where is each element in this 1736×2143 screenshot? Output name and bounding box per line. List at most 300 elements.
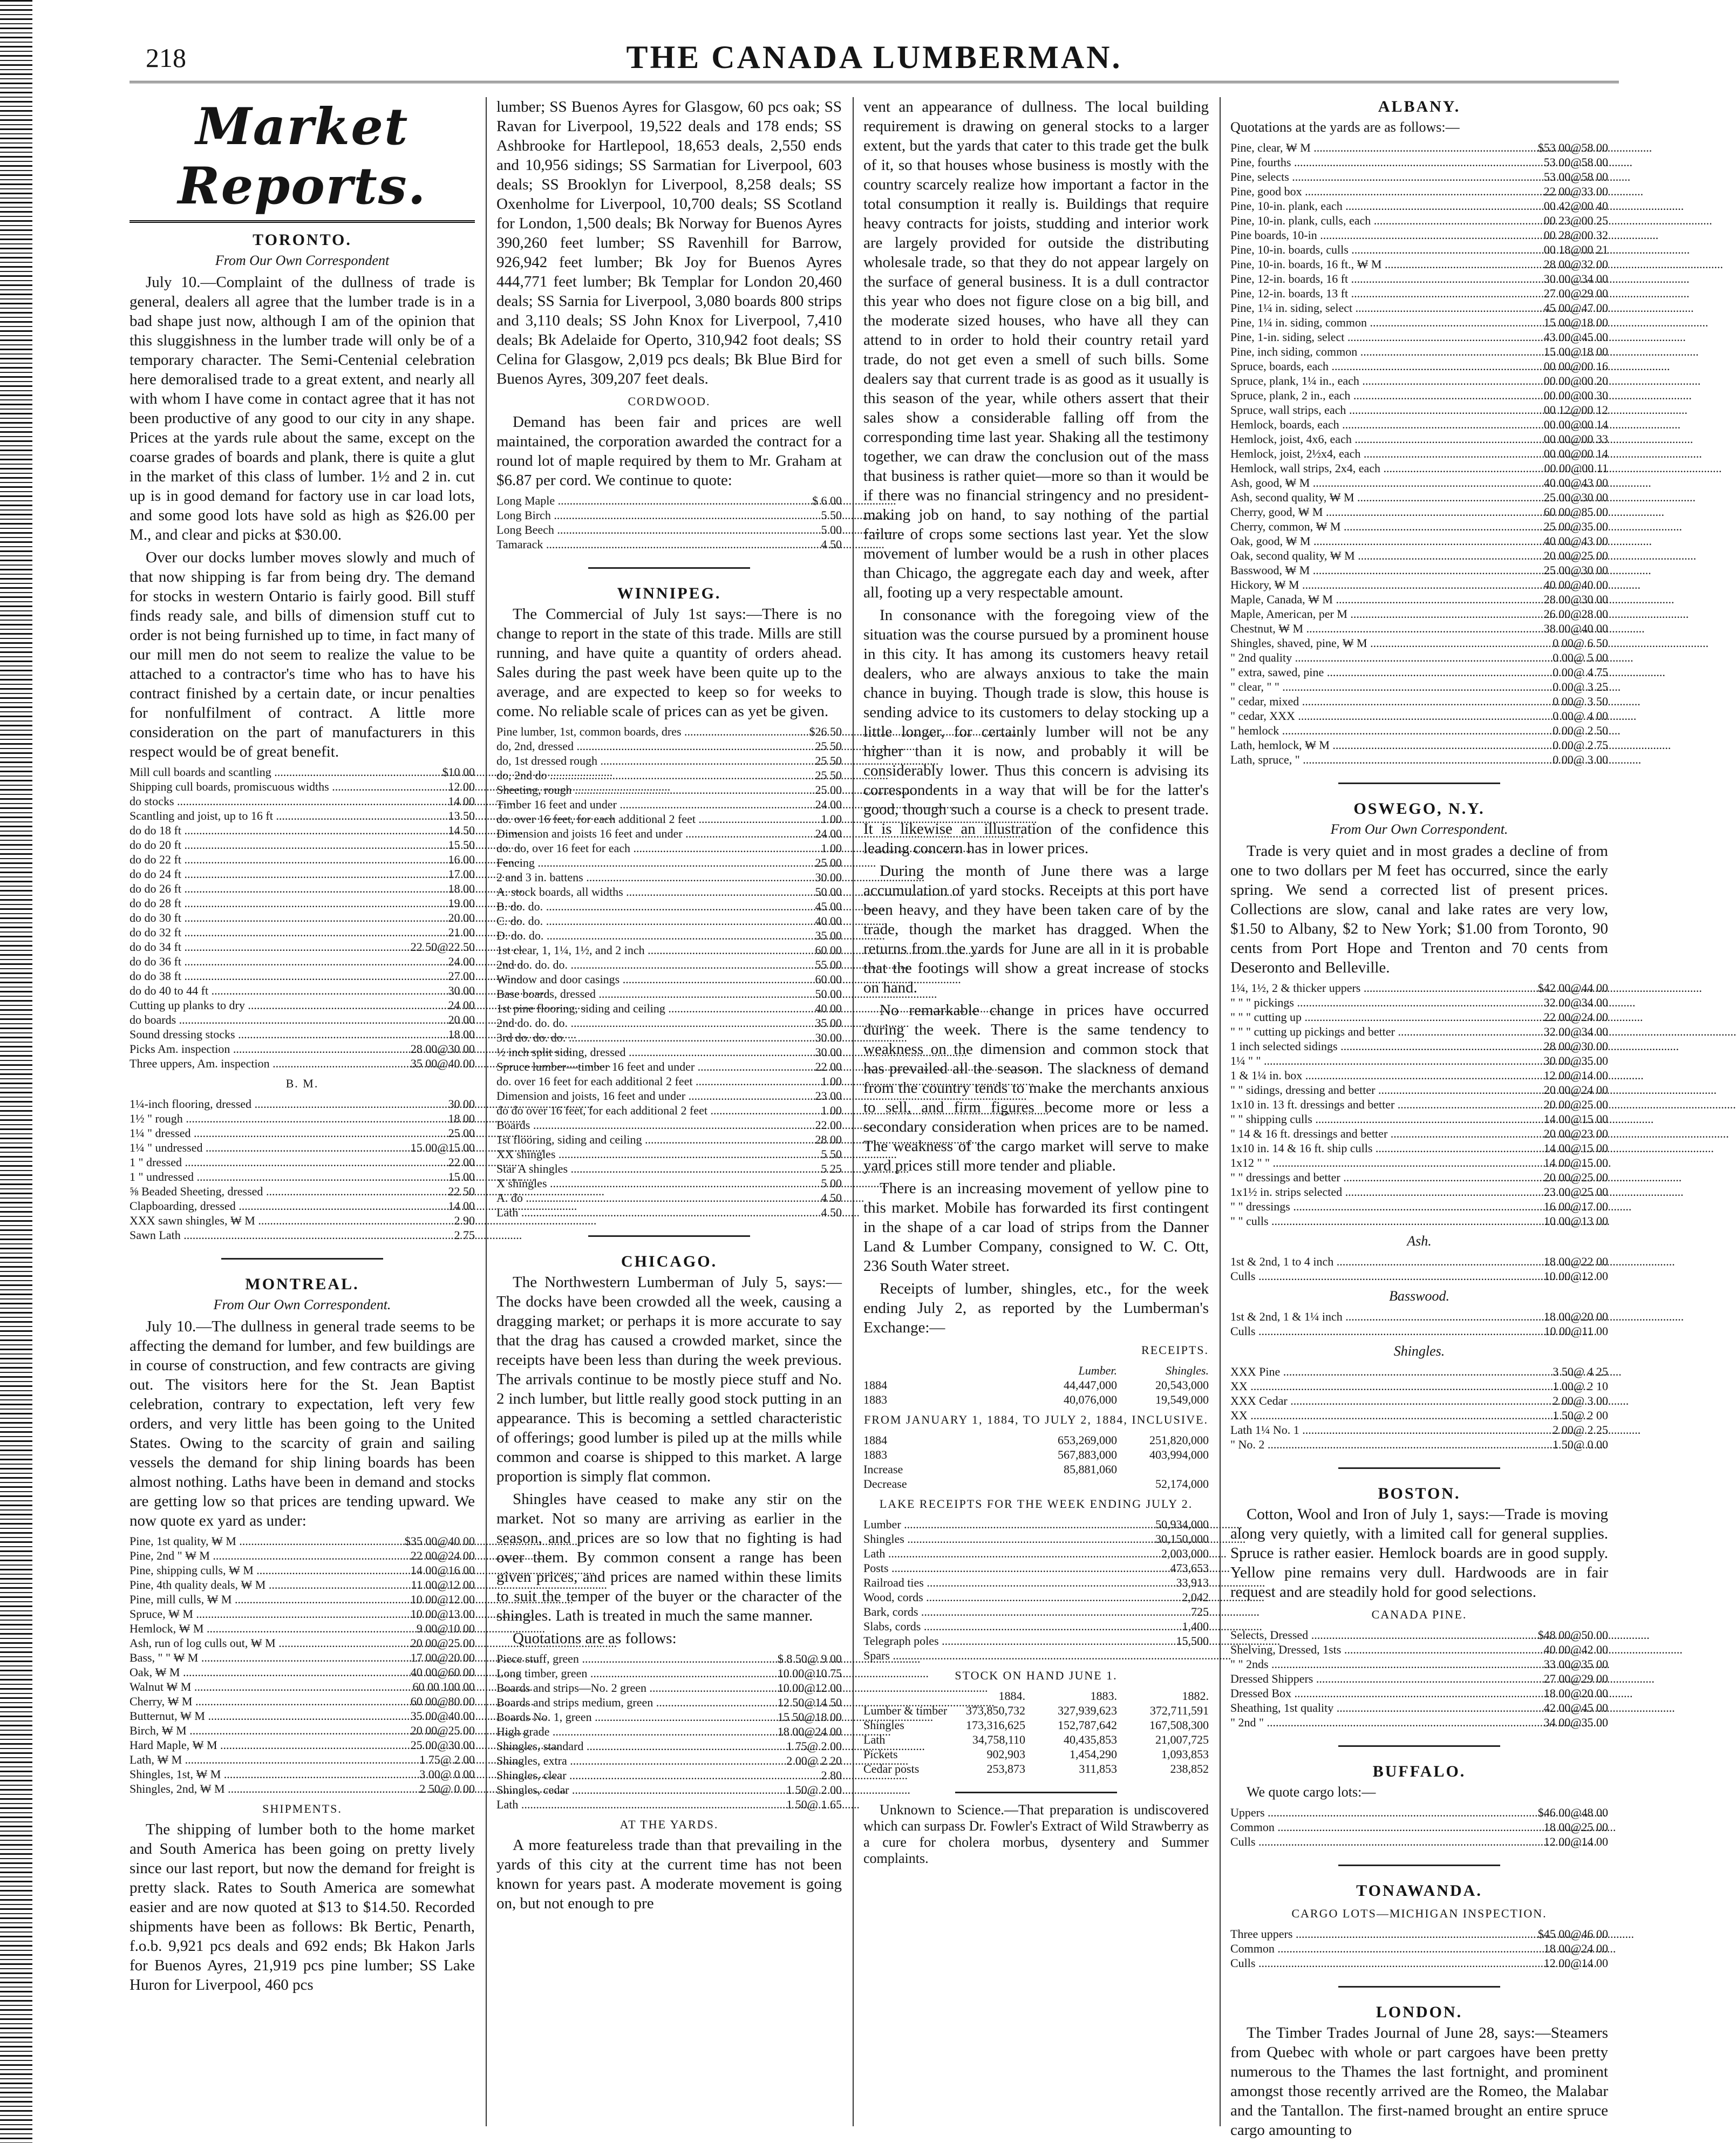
chicago-paragraph: No remarkable change in prices have occurred during the week. There is the same tendency to weakness on the dimension and common stock that has prevailed all the season. The slackness of demand from the country tends to make the merchants anxious to sell, and firm figures become more or less a secondary consideration when prices are to be named. The weakness of the cargo market will serve to make yard prices still more tender and pliable. [863, 1002, 1209, 1174]
table-row [1230, 1068, 1608, 1083]
col-header: Shingles. [1165, 1364, 1209, 1377]
row-value: 14 50 [448, 824, 475, 837]
row-value: 27 00@29 00 [1543, 287, 1608, 300]
table-row [1230, 1254, 1608, 1269]
row-label: Spruce, wall strips, each ..... [1230, 403, 1538, 417]
row-value: 22 00 [815, 1060, 842, 1073]
price-table [496, 493, 842, 552]
col-header: 1883. [1090, 1689, 1117, 1703]
row-value: 18 00@24 00 [1543, 1942, 1608, 1955]
row-value: 34 00@35 00 [1543, 1716, 1608, 1729]
price-table [130, 1534, 475, 1796]
row-value: 2 90 [454, 1214, 475, 1227]
row-label: Boards and strips medium, green ..... [496, 1695, 777, 1710]
row-value: 9 00@10 00 [416, 1622, 475, 1635]
cordwood-paragraph: Demand has been fair and prices are well maintained, the corporation awarded the contract for a round lot of maple required by them to Mr. Graham at $6.87 per cord. We continue to quote: [496, 413, 842, 489]
canada-pine-heading: CANADA PINE. [1371, 1608, 1467, 1621]
table-row [130, 808, 475, 823]
row-label: " No. 2 ..... [1230, 1437, 1543, 1452]
table-row [863, 1732, 1209, 1747]
row-label: Shingles, clear ..... [496, 1768, 777, 1783]
row-label: Shelving, Dressed, 1sts ..... [1230, 1642, 1538, 1657]
row-label: Oak, ₩ M ..... [130, 1665, 405, 1679]
table-row [1230, 1083, 1608, 1097]
row-value: $53 00@58 00 [1537, 141, 1608, 154]
montreal-heading: MONTREAL. [245, 1275, 359, 1293]
table-row [1230, 388, 1608, 403]
table-row [130, 954, 475, 969]
table-row [1230, 752, 1608, 767]
table-row [1230, 1024, 1608, 1039]
table-row [496, 1016, 842, 1030]
row-value [1117, 1462, 1209, 1477]
row-label: Pine, 12-in. boards, 16 ft ..... [1230, 271, 1538, 286]
row-label: do stocks ..... [130, 794, 410, 808]
table-row [1230, 432, 1608, 446]
table-row [1230, 1686, 1608, 1700]
table-row [1230, 1700, 1608, 1715]
row-value: 5 25 [821, 1162, 842, 1175]
albany-intro: Quotations at the yards are as follows:— [1230, 119, 1460, 135]
row-value: 25 50 [815, 739, 842, 753]
row-label: Culls ..... [1230, 1269, 1543, 1283]
table-row [496, 1190, 842, 1205]
table-row [863, 1392, 1209, 1407]
row-label: Pine, 4th quality deals, ₩ M ..... [130, 1577, 405, 1592]
basswood-label: Basswood. [1389, 1288, 1449, 1304]
row-value: 2,003,000 [1161, 1547, 1209, 1560]
row-label: Dimension and joists 16 feet and under ..... [496, 826, 777, 841]
row-value: 3 00@ 0 00 [419, 1767, 475, 1781]
table-row [496, 870, 842, 885]
row-value: 30 00 [448, 1097, 475, 1111]
table-row [863, 1634, 1209, 1648]
table-row [496, 1651, 842, 1666]
table-row [496, 943, 842, 957]
row-value: 20 00@24 00 [1543, 1083, 1608, 1097]
row-value: 1 00 [821, 1104, 842, 1117]
column-2 [496, 97, 842, 2126]
table-row [1230, 1112, 1608, 1126]
table-row [1230, 1642, 1608, 1657]
table-row [1230, 1155, 1608, 1170]
table-row [1230, 403, 1608, 417]
row-label: Mill cull boards and scantling ..... [130, 765, 410, 779]
row-value: $46 00@48 00 [1537, 1806, 1608, 1819]
col-header: 1882. [1182, 1689, 1209, 1703]
row-value: 14 00@15 00 [1543, 1141, 1608, 1155]
table-row [130, 1111, 475, 1126]
row-label: Basswood, ₩ M ..... [1230, 563, 1538, 577]
row-label: Pine, 10-in. plank, culls, each ..... [1230, 213, 1538, 228]
row-label: Tamarack ..... [496, 537, 777, 552]
row-value: 5 50 [821, 1147, 842, 1161]
row-label: 1 " dressed ..... [130, 1155, 410, 1169]
table-row [1230, 301, 1608, 315]
table-row [496, 1666, 842, 1681]
price-table [1230, 1805, 1608, 1849]
table-row [130, 1592, 475, 1607]
row-label: Lath ..... [496, 1797, 777, 1812]
toronto-heading: TORONTO. [253, 231, 352, 249]
row-value: 23 00@25 00 [1543, 1185, 1608, 1199]
table-row [496, 768, 842, 783]
row-value: 10 00@12 00 [1543, 1269, 1608, 1283]
row-label: ½ inch split siding, dressed ..... [496, 1045, 777, 1059]
table-row [863, 1619, 1209, 1634]
row-label: XX ..... [1230, 1408, 1543, 1423]
table-row [863, 1761, 1209, 1776]
row-label: do. do, over 16 feet for each ..... [496, 841, 777, 855]
table-row [130, 1752, 475, 1767]
row-label: C. do. do. ..... [496, 914, 777, 928]
row-label: do. over 16 feet for each additional 2 feet ..... [496, 1074, 777, 1088]
row-value: 152,787,642 [1058, 1718, 1117, 1732]
table-row [496, 783, 842, 797]
row-value: 14 00@15 00 [1543, 1112, 1608, 1126]
row-label: Window and door casings ..... [496, 972, 777, 987]
row-value: 10 00@10 75 [777, 1666, 842, 1680]
row-label: Pine, mill culls, ₩ M ..... [130, 1592, 405, 1607]
row-label: " clear, " " ..... [1230, 679, 1538, 694]
table-row [130, 1012, 475, 1027]
table-row [1230, 738, 1608, 752]
table-row [496, 826, 842, 841]
table-row [1230, 330, 1608, 344]
row-label: XXX sawn shingles, ₩ M ..... [130, 1213, 410, 1228]
row-value: 45 00@47 00 [1543, 301, 1608, 315]
oswego-byline: From Our Own Correspondent. [1330, 821, 1508, 837]
chicago-paragraph: There is an increasing movement of yellow pine to this market. Mobile has forwarded its first contingent in the shape of a car load of strips from the Danner Land & Lumber Company, consigned to W. C. Ott, 236 South Water street. [863, 1180, 1209, 1275]
row-label: ⅝ Beaded Sheeting, dressed ..... [130, 1184, 410, 1199]
montreal-paragraph: The shipping of lumber both to the home market and South America has been going on pretty lively since our last report, but now the demand for freight is pretty slack. Rates to South America are somewhat easier and are now quoted at $13 to $14.50. Recorded shipments have been as follows: Bk Bertic, Penarth, f.o.b. 9,921 pcs deals and 692 ends; Bk Hakon Jarls for Buenos Ayres, 21,919 pcs pine lumber; SS Lake Huron for Liverpool, 460 pcs [130, 1821, 475, 1994]
row-label: 2 and 3 in. battens ..... [496, 870, 777, 885]
table-row [1230, 694, 1608, 709]
table-row [496, 1045, 842, 1059]
row-value: 1,454,290 [1070, 1747, 1117, 1761]
row-label: Lath ..... [863, 1546, 1144, 1561]
chicago-paragraph: Quotations are as follows: [513, 1630, 677, 1647]
row-value: 38 00@40 00 [1543, 622, 1608, 635]
table-row [863, 1477, 1209, 1491]
table-row [863, 1703, 1209, 1718]
table-row [863, 1546, 1209, 1561]
toronto-paragraph: July 10.—Complaint of the dullness of trade is general, dealers all agree that the lumber trade is in a bad shape just now, although I am of the opinion that this sluggishness in the lumber trade will only be of a temporary character. The Semi-Centenial celebration here demoralised trade to a great extent, and nearly all with whom I have come in contact agree that it has not been productive of any good to our city in any shape. Prices at the yards rule about the same, except on the coarse grades of boards and plank, there is quite a glut in the market of this class of lumber. 1½ and 2 in. cut up is in good demand for factory use in car load lots, and some good lots have sold as high as $26.00 per M., and clear and picks at $30.00. [130, 274, 475, 543]
table-row [1230, 563, 1608, 577]
table-row [1230, 1126, 1608, 1141]
row-label: Picks Am. inspection ..... [130, 1042, 410, 1056]
row-value: 12 00@14 00 [1543, 1956, 1608, 1970]
row-label: Pine, good box ..... [1230, 184, 1538, 199]
row-label: Cedar posts [863, 1762, 920, 1775]
section-title: Market Reports. [130, 97, 475, 223]
row-label: Common ..... [1230, 1820, 1538, 1834]
row-value: 50 00 [815, 885, 842, 899]
table-row [863, 1447, 1209, 1462]
row-value: 20 00@23 00 [1543, 1127, 1608, 1140]
row-label: Scantling and joist, up to 16 ft ..... [130, 808, 410, 823]
row-label: 1 & 1¼ in. box ..... [1230, 1068, 1538, 1083]
row-value: 15 00 [448, 1170, 475, 1183]
row-label: A. stock boards, all widths ..... [496, 885, 777, 899]
table-row [1230, 373, 1608, 388]
row-value: 1 75@ 2 00 [786, 1739, 842, 1753]
table-row [496, 957, 842, 972]
row-value: 50 00 [815, 987, 842, 1001]
row-value: 1 00@ 2 10 [1553, 1379, 1608, 1393]
row-label: Sound dressing stocks ..... [130, 1027, 410, 1042]
table-row [130, 896, 475, 910]
chicago-paragraph: During the month of June there was a large accumulation of yard stocks. Receipts at this port have been heavy, and they have been taken care of by the trade, though the market has dragged. When the returns from the yards for June are all in it is probable that the footings will show a great increase of stocks on hand. [863, 862, 1209, 996]
row-value: 5 50 [821, 508, 842, 522]
table-row [496, 508, 842, 522]
row-label: do do 30 ft ..... [130, 910, 410, 925]
row-label: Pickets [863, 1747, 898, 1761]
table-row [863, 1378, 1209, 1392]
row-label: " " dressings ..... [1230, 1199, 1538, 1214]
table-row [496, 899, 842, 914]
table-row [496, 537, 842, 552]
row-label: Cherry, common, ₩ M ..... [1230, 519, 1538, 534]
price-table [1230, 140, 1608, 767]
row-value: 00 00@00 14 [1543, 418, 1608, 431]
table-row [1230, 1941, 1608, 1956]
buffalo-heading: BUFFALO. [1372, 1763, 1466, 1780]
table-row [863, 1747, 1209, 1761]
table-row [863, 1718, 1209, 1732]
row-value: 2 50@ 0 00 [419, 1782, 475, 1795]
row-label: Lath, ₩ M ..... [130, 1752, 405, 1767]
row-label: Walnut ₩ M ..... [130, 1679, 405, 1694]
albany-heading: ALBANY. [1378, 98, 1461, 115]
table-row [496, 1205, 842, 1220]
row-label: Shingles, cedar ..... [496, 1783, 777, 1797]
row-label: Hemlock, ₩ M ..... [130, 1621, 405, 1636]
row-value: 2 75 [454, 1228, 475, 1242]
row-label: Bark, cords ..... [863, 1604, 1144, 1619]
row-value: 18 00 [448, 882, 475, 895]
row-value: 22 00 [448, 1155, 475, 1169]
table-row [130, 1548, 475, 1563]
row-value: 19,549,000 [1155, 1393, 1209, 1406]
row-label: Sheathing, 1st quality ..... [1230, 1700, 1538, 1715]
row-value: 238,852 [1170, 1762, 1209, 1775]
row-value: 28 00@30 00 [410, 1042, 475, 1056]
table-row [130, 1723, 475, 1738]
row-label: Posts ..... [863, 1561, 1144, 1575]
table-row [130, 1621, 475, 1636]
scanned-binding-edge [0, 0, 32, 2143]
row-value: 12 50@14 50 [777, 1696, 842, 1709]
row-value: 0 00@ 6 50 [1553, 636, 1608, 650]
table-row [1230, 271, 1608, 286]
row-value: 1,400 [1182, 1620, 1209, 1633]
price-table [130, 1097, 475, 1242]
table-row [496, 1059, 842, 1074]
row-label: Spruce, plank, 1¼ in., each ..... [1230, 373, 1538, 388]
row-label: Spruce, plank, 2 in., each ..... [1230, 388, 1538, 403]
row-value: $42 00@44 00 [1537, 981, 1608, 995]
row-value: 473,653 [1170, 1561, 1209, 1575]
row-value: 311,853 [1079, 1762, 1117, 1775]
row-value: 372,711,591 [1149, 1704, 1209, 1717]
row-label: Pine, 1-in. siding, select ..... [1230, 330, 1538, 344]
row-label: " " shipping culls ..... [1230, 1112, 1538, 1126]
row-label: " 2nd quality ..... [1230, 650, 1538, 665]
table-row [130, 765, 475, 779]
row-value: $26 50 [809, 725, 842, 738]
row-value: 21 00 [448, 926, 475, 939]
row-label: 2nd do. do. do. ..... [496, 1016, 777, 1030]
row-label: Lath, spruce, " ..... [1230, 752, 1538, 767]
table-row [130, 1665, 475, 1679]
table-row [1230, 1185, 1608, 1199]
table-row [496, 855, 842, 870]
table-row [496, 1030, 842, 1045]
row-value: 15 50 [448, 838, 475, 852]
table-row [863, 1575, 1209, 1590]
row-label: 1883 [863, 1393, 887, 1406]
table-row [130, 1097, 475, 1111]
table-row [1230, 155, 1608, 169]
row-value: $48 00@50 00 [1537, 1628, 1608, 1642]
table-row [1230, 1141, 1608, 1155]
bm-heading: B. M. [285, 1077, 319, 1090]
row-label: Hemlock, boards, each ..... [1230, 417, 1538, 432]
table-row [496, 1710, 842, 1724]
row-label: Cutting up planks to dry ..... [130, 998, 410, 1012]
table-row [130, 969, 475, 983]
table-row [130, 1709, 475, 1723]
price-table [496, 1651, 842, 1812]
section-separator [496, 1225, 842, 1244]
buffalo-intro: We quote cargo lots:— [1247, 1784, 1376, 1800]
table-row [496, 1797, 842, 1812]
london-paragraph: The Timber Trades Journal of June 28, says:—Steamers from Quebec with whole or part cargoes have been pretty numerous to the Thames the last fortnight, and prominent amongst those recently arrived are the Romeo, the Malabar and the Tantallon. The first-named brought an entire spruce cargo amounting to [1230, 2024, 1608, 2139]
row-label: Railroad ties ..... [863, 1575, 1144, 1590]
row-label: Oak, good, ₩ M ..... [1230, 534, 1538, 548]
table-row [863, 1532, 1209, 1546]
row-label: Spruce lumber—timber 16 feet and under ..... [496, 1059, 777, 1074]
row-value: 567,883,000 [1058, 1448, 1117, 1461]
row-label: Pine, 1st quality, ₩ M ..... [130, 1534, 405, 1548]
row-value: 60 00 [815, 972, 842, 986]
row-value: 25 50 [815, 754, 842, 767]
row-label: 1st clear, 1, 1¼, 1½, and 2 inch ..... [496, 943, 777, 957]
table-row [1230, 286, 1608, 301]
row-value: 2 00@ 2 20 [786, 1754, 842, 1767]
row-label: " cedar, XXX ..... [1230, 709, 1538, 723]
table-row [130, 867, 475, 881]
row-label: Clapboarding, dressed ..... [130, 1199, 410, 1213]
row-value: 22 00@33 00 [1543, 185, 1608, 198]
row-label: XXX Pine ..... [1230, 1364, 1543, 1379]
row-value: $ 8 50@ 9 00 [777, 1652, 842, 1665]
table-row [496, 972, 842, 987]
montreal-paragraph: July 10.—The dullness in general trade seems to be affecting the demand for lumber, and few buildings are in course of construction, and few contracts are giving out. The visitors here for the St. Jean Baptist celebration, contrary to expectation, left very few orders, and very little has been going to the United States. Owing to the scarcity of grain and sailing vessels the demand for ship lining boards has been almost nothing. Laths have been in demand and stocks are getting low so that prices are tending upward. We now quote ex yard as under: [130, 1318, 475, 1529]
table-row [1230, 1269, 1608, 1283]
row-label: X shingles ..... [496, 1176, 777, 1190]
chicago-paragraph: The Northwestern Lumberman of July 5, says:—The docks have been crowded all the week, causing a dragging market; or perhaps it is more accurate to say that the drag has caused a crowded market, since the receipts have been less than during the week previous. The arrivals continue to be mostly piece stuff and No. 2 inch lumber, but little really good stock putting in an appearance. This is becoming a settled characteristic of offerings; good lumber is piled up at the mills while common and coarse is shipped to this market. A large proportion is simply flat common. [496, 1274, 842, 1485]
row-value [1025, 1477, 1117, 1491]
column-4 [1230, 97, 1608, 2139]
row-value: 33,913 [1176, 1576, 1209, 1589]
table-row [496, 797, 842, 812]
row-value: 14 00 [448, 1199, 475, 1213]
table-row [1230, 1423, 1608, 1437]
row-value: 20 00 [448, 1013, 475, 1026]
table-row [1230, 636, 1608, 650]
row-value: $35 00@40 00 [404, 1534, 475, 1548]
row-value: 20 00@25 00 [1543, 549, 1608, 562]
row-label: Birch, ₩ M ..... [130, 1723, 405, 1738]
row-value: 55 00 [815, 958, 842, 971]
row-value: 28 00@32 00 [1543, 257, 1608, 271]
row-value: 18 00@20 00 [1543, 1310, 1608, 1323]
table-row [130, 910, 475, 925]
table-row [496, 812, 842, 826]
table-row [130, 940, 475, 954]
table-row [130, 1534, 475, 1548]
receipts-table [863, 1363, 1209, 1407]
row-label: Timber 16 feet and under ..... [496, 797, 777, 812]
table-row [130, 1184, 475, 1199]
row-label: do do over 16 feet, for each additional 2 feet ..... [496, 1103, 777, 1118]
table-row [1230, 359, 1608, 373]
row-label: 1¼-inch flooring, dressed ..... [130, 1097, 410, 1111]
row-value: 15 00@18 00 [1543, 316, 1608, 329]
row-value: 327,939,623 [1058, 1704, 1117, 1717]
winnipeg-paragraph: The Commercial of July 1st says:—There is no change to report in the state of this trade. Mills are still running, and have quite a quantity of orders ahead. Sales during the past week have been quite up to the average, and are expected to keep so for weeks to come. No reliable scale of prices can as yet be given. [496, 606, 842, 720]
table-row [1230, 607, 1608, 621]
table-row [1230, 1956, 1608, 1970]
row-value: 1 50@ 1 65 [786, 1798, 842, 1811]
table-row [496, 1074, 842, 1088]
table-row [863, 1590, 1209, 1604]
row-label: Cherry, good, ₩ M ..... [1230, 505, 1538, 519]
table-row [1230, 184, 1608, 199]
row-value: 00 00@00 33 [1543, 432, 1608, 446]
montreal-byline: From Our Own Correspondent. [213, 1297, 391, 1312]
winnipeg-heading: WINNIPEG. [617, 584, 721, 602]
row-value: 4 50 [821, 1206, 842, 1219]
row-value: 25 50 [815, 768, 842, 782]
row-value: 53 00@58 00 [1543, 155, 1608, 169]
row-label: Common ..... [1230, 1941, 1538, 1956]
row-value: 00 00@00 30 [1543, 389, 1608, 402]
row-label: Selects, Dressed ..... [1230, 1628, 1538, 1642]
row-value: 40 00@43 00 [1543, 476, 1608, 489]
table-row [496, 1739, 842, 1753]
table-row [130, 1199, 475, 1213]
row-label: " " " pickings ..... [1230, 995, 1538, 1010]
table-row [1230, 1199, 1608, 1214]
table-row [1230, 1628, 1608, 1642]
row-value: 5 00 [821, 1176, 842, 1190]
table-row [496, 928, 842, 943]
table-row [130, 1042, 475, 1056]
table-row [130, 852, 475, 867]
row-label: 1x12 " " ..... [1230, 1155, 1538, 1170]
row-label: Butternut, ₩ M ..... [130, 1709, 405, 1723]
chicago-paragraph: Shingles have ceased to make any stir on the market. Not so many are arriving as earlier in the season, and prices are so low that no fighting is had over them. By common consent a range has been given prices, and prices are named within these limits to suit the temper of the buyer or the character of the shingles. Lath is treated in much the same manner. [496, 1491, 842, 1624]
row-value: 00 42@00 40 [1543, 199, 1608, 213]
row-label: Decrease [863, 1477, 907, 1491]
row-label: do. over 16 feet, for each additional 2 feet ..... [496, 812, 777, 826]
row-value: 60 00 [815, 943, 842, 957]
row-value: 28 00@30 00 [1543, 593, 1608, 606]
table-row [1230, 1010, 1608, 1024]
